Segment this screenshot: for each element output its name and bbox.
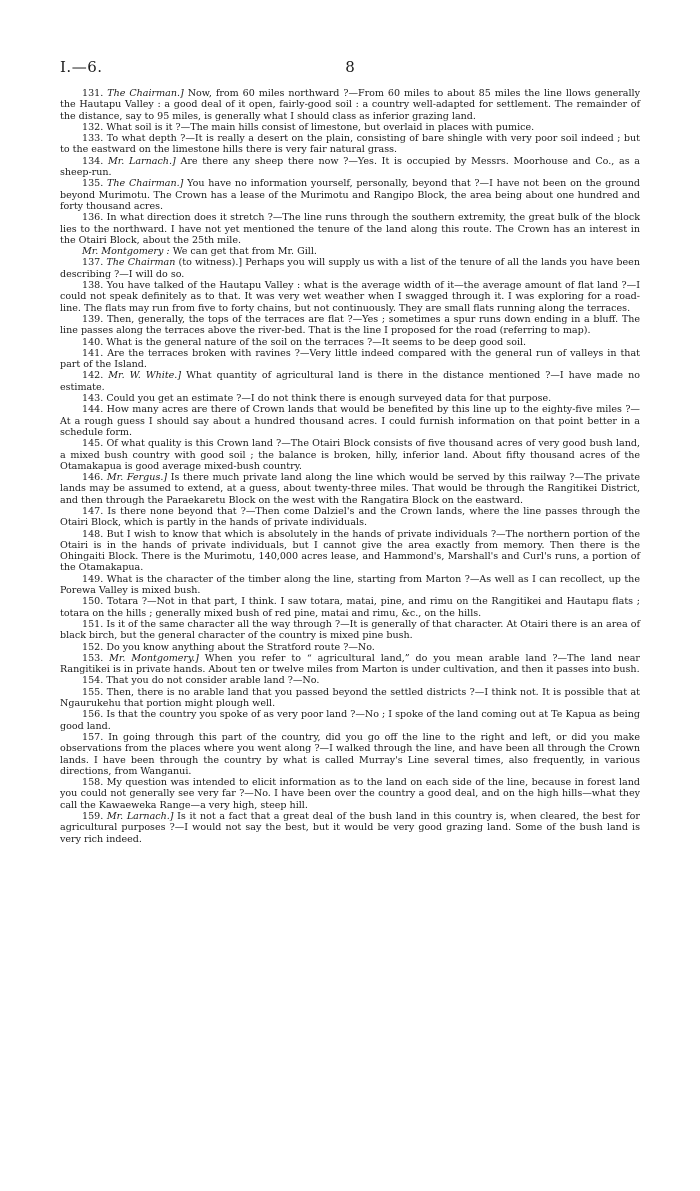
speaker-name: The Chairman [106,257,176,269]
evidence-paragraph [60,653,640,676]
paragraph-text: In going through this part of the country, did you go off the line to the right and left, or did you make observations from the places where you went along ?—I walked through the line, and have been all through the Crown lands. I have been through the country by what is called Murray's Line several times, also frequently, in various directions, from Wanganui. [60,731,640,777]
evidence-body [60,88,640,845]
question-number: 143. [82,393,104,405]
question-number: 157. [82,731,104,743]
question-number: 134. [82,155,104,167]
evidence-paragraph [60,370,640,393]
evidence-paragraph [60,529,640,574]
question-number: 154. [82,675,104,687]
paragraph-text: Is it not a fact that a great deal of the bush land in this country is, when cleared, the best for agricultural purposes ?—I would not say the best, but it would be very good grazing land. Some of the bush land is very rich indeed. [60,811,640,845]
evidence-paragraph [60,337,640,348]
paragraph-text: But I wish to know that which is absolutely in the hands of private individuals ?—The northern portion of the Otairi is in the hands of private individuals, but I cannot give the area exactly from memory. Then there is the Ohingaiti Block. There is the Murimotu, 140,000 acres lease, and Hammond's, Marshall's and Curl's runs, a portion of the Otamakapua. [60,528,640,574]
question-number: 146. [82,472,104,484]
paragraph-text: That you do not consider arable land ?—No. [106,675,320,687]
question-number: 138. [82,280,104,292]
question-number: 144. [82,404,104,416]
speaker-name: Mr. Fergus.] [106,472,168,484]
evidence-paragraph [60,404,640,438]
evidence-paragraph [60,438,640,472]
question-number: 135. [82,178,104,190]
question-number: 132. [82,121,104,133]
question-number: 158. [82,777,104,789]
paragraph-text: What is the general nature of the soil on the terraces ?—It seems to be deep good soil. [106,336,527,348]
evidence-paragraph [60,280,640,314]
evidence-paragraph [60,314,640,337]
paragraph-text: Do you know anything about the Stratford route ?—No. [106,641,375,653]
question-number: 148. [82,528,104,540]
speaker-name: The Chairman.] [107,178,184,190]
paragraph-text: My question was intended to elicit information as to the land on each side of the line, because in forest land you could not generally see very far ?—No. I have been over the country a good deal, and on the high hills—what they call the Kawaeweka Range—a very high, steep hill. [60,777,640,811]
evidence-paragraph [60,246,640,257]
paragraph-text: Of what quality is this Crown land ?—The Otairi Block consists of five thousand acres of very good bush land, a mixed bush country with good soil ; the balance is broken, hilly, inferior land. About fifty thousand acres of the Otamakapua is good average mixed-bush country. [60,438,640,472]
evidence-paragraph [60,348,640,371]
evidence-paragraph [60,687,640,710]
evidence-paragraph [60,709,640,732]
evidence-paragraph [60,642,640,653]
paragraph-text: When you refer to “ agricultural land,” do you mean arable land ?—The land near Rangitikei is in private hands. About ten or twelve miles from Marton is under cultivation, and then it passes into bush. [60,652,640,676]
question-number: 139. [82,313,104,325]
speaker-name: Mr. W. White.] [108,370,182,382]
question-number: 131. [82,88,104,99]
speaker-name: Mr. Larnach.] [106,811,174,822]
question-number: 145. [82,438,104,450]
question-number: 152. [82,641,104,653]
evidence-paragraph [60,212,640,246]
paragraph-text: Is there none beyond that ?—Then come Dalziel's and the Crown lands, where the line passes through the Otairi Block, which is partly in the hands of private individuals. [60,505,640,529]
evidence-paragraph [60,675,640,686]
question-number: 151. [82,618,104,630]
paragraph-text: Now, from 60 miles northward ?—From 60 miles to about 85 miles the line llows generally the Hautapu Valley : a good deal of it open, fairly-good soil : a country well-adapted for settlement. The remainder of the distance, say to 95 miles, is generally what I should class as inferior grazing land. [60,88,640,122]
evidence-paragraph [60,178,640,212]
paragraph-text: Totara ?—Not in that part, I think. I saw totara, matai, pine, and rimu on the Rangitikei and Hautapu flats ; totara on the hills ; generally mixed bush of red pine, matai and rimu, &c., on the hills. [60,596,640,619]
evidence-paragraph [60,777,640,811]
evidence-paragraph [60,133,640,156]
speaker-name: The Chairman.] [107,88,184,99]
paragraph-text: You have talked of the Hautapu Valley : what is the average width of it—the average amount of flat land ?—I could not speak definitely as to that. It was very wet weather when I swagged through it. I was exploring for a road-line. The flats may run from five to forty chains, but not continuously. They are small flats running along the terraces. [60,280,640,314]
evidence-paragraph [60,619,640,642]
evidence-paragraph [60,506,640,529]
evidence-paragraph [60,156,640,179]
paragraph-text: Is it of the same character all the way through ?—It is generally of that character. At Otairi there is an area of black birch, but the general character of the country is mixed pine bush. [60,618,640,642]
paragraph-text: In what direction does it stretch ?—The line runs through the southern extremity, the great bulk of the block lies to the northward. I have not yet mentioned the tenure of the land along this route. The Crown has an interest in the Otairi Block, about the 25th mile. [60,212,640,246]
paragraph-text: Are there any sheep there now ?—Yes. It is occupied by Messrs. Moorhouse and Co., as a sheep-run. [60,155,640,179]
speaker-name: Mr. Larnach.] [107,155,176,167]
question-number: 150. [82,596,104,608]
paragraph-text: What quantity of agricultural land is there in the distance mentioned ?—I have made no estimate. [60,370,640,393]
question-number: 155. [82,686,104,698]
evidence-paragraph [60,257,640,280]
paragraph-text: Is there much private land along the line which would be served by this railway ?—The private lands may be assumed to extend, at a guess, about twenty-three miles. That would be through the Rangitikei District, and then through the Paraekaretu Block on the west with the Rangatira Block on the eastward. [60,472,640,506]
evidence-paragraph [60,122,640,133]
question-number: 141. [82,347,104,359]
document-page [60,58,640,845]
paragraph-text: We can get that from Mr. Gill. [172,246,317,258]
question-number: 140. [82,336,104,348]
evidence-paragraph [60,732,640,777]
paragraph-text: Is that the country you spoke of as very poor land ?—No ; I spoke of the land coming out at Te Kapua as being good land. [60,709,640,732]
paragraph-text: Then, generally, the tops of the terraces are flat ?—Yes ; sometimes a spur runs down ending in a bluff. The line passes along the terraces above the river-bed. That is the line I proposed for the road (referring to map). [60,313,640,337]
question-number: 136. [82,212,104,224]
paragraph-text: To what depth ?—It is really a desert on the plain, consisting of bare shingle with very poor soil indeed ; but to the eastward on the limestone hills there is very fair natural grass. [60,133,640,156]
paragraph-text: What is the character of the timber along the line, starting from Marton ?—As well as I can recollect, up the Porewa Valley is mixed bush. [60,573,640,597]
page-number: 8 [345,58,355,76]
paragraph-text: (to witness).] Perhaps you will supply us with a list of the tenure of all the lands you have been describing ?—I will do so. [60,257,640,280]
evidence-paragraph [60,811,640,845]
speaker-name: Mr. Montgomery.] [109,652,199,664]
paragraph-text: Are the terraces broken with ravines ?—Very little indeed compared with the general run of valleys in that part of the Island. [60,347,640,371]
evidence-paragraph [60,393,640,404]
speaker-name: Mr. Montgomery : [82,246,170,258]
paragraph-text: How many acres are there of Crown lands that would be benefited by this line up to the eighty-five miles ?—At a rough guess I should say about a hundred thousand acres. I could furnish information on that point better in a schedule form. [60,404,640,438]
question-number: 153. [82,652,104,664]
paragraph-text: Could you get an estimate ?—I do not think there is enough surveyed data for that purpose. [106,393,552,405]
evidence-paragraph [60,472,640,506]
question-number: 159. [82,811,104,822]
paragraph-text: What soil is it ?—The main hills consist of limestone, but overlaid in places with pumice. [106,121,535,133]
question-number: 133. [82,133,104,145]
paragraph-text: Then, there is no arable land that you passed beyond the settled districts ?—I think not. It is possible that at Ngaurukehu that portion might plough well. [60,686,640,710]
evidence-paragraph [60,88,640,122]
question-number: 137. [82,257,104,269]
question-number: 156. [82,709,104,721]
page-header [60,58,640,84]
question-number: 142. [82,370,104,382]
document-reference: I.—6. [60,58,103,76]
question-number: 149. [82,573,104,585]
evidence-paragraph [60,574,640,597]
paragraph-text: You have no information yourself, personally, beyond that ?—I have not been on the ground beyond Murimotu. The Crown has a lease of the Murimotu and Rangipo Block, the area being about one hundred and forty thousand acres. [60,178,640,212]
question-number: 147. [82,505,104,517]
evidence-paragraph [60,596,640,619]
